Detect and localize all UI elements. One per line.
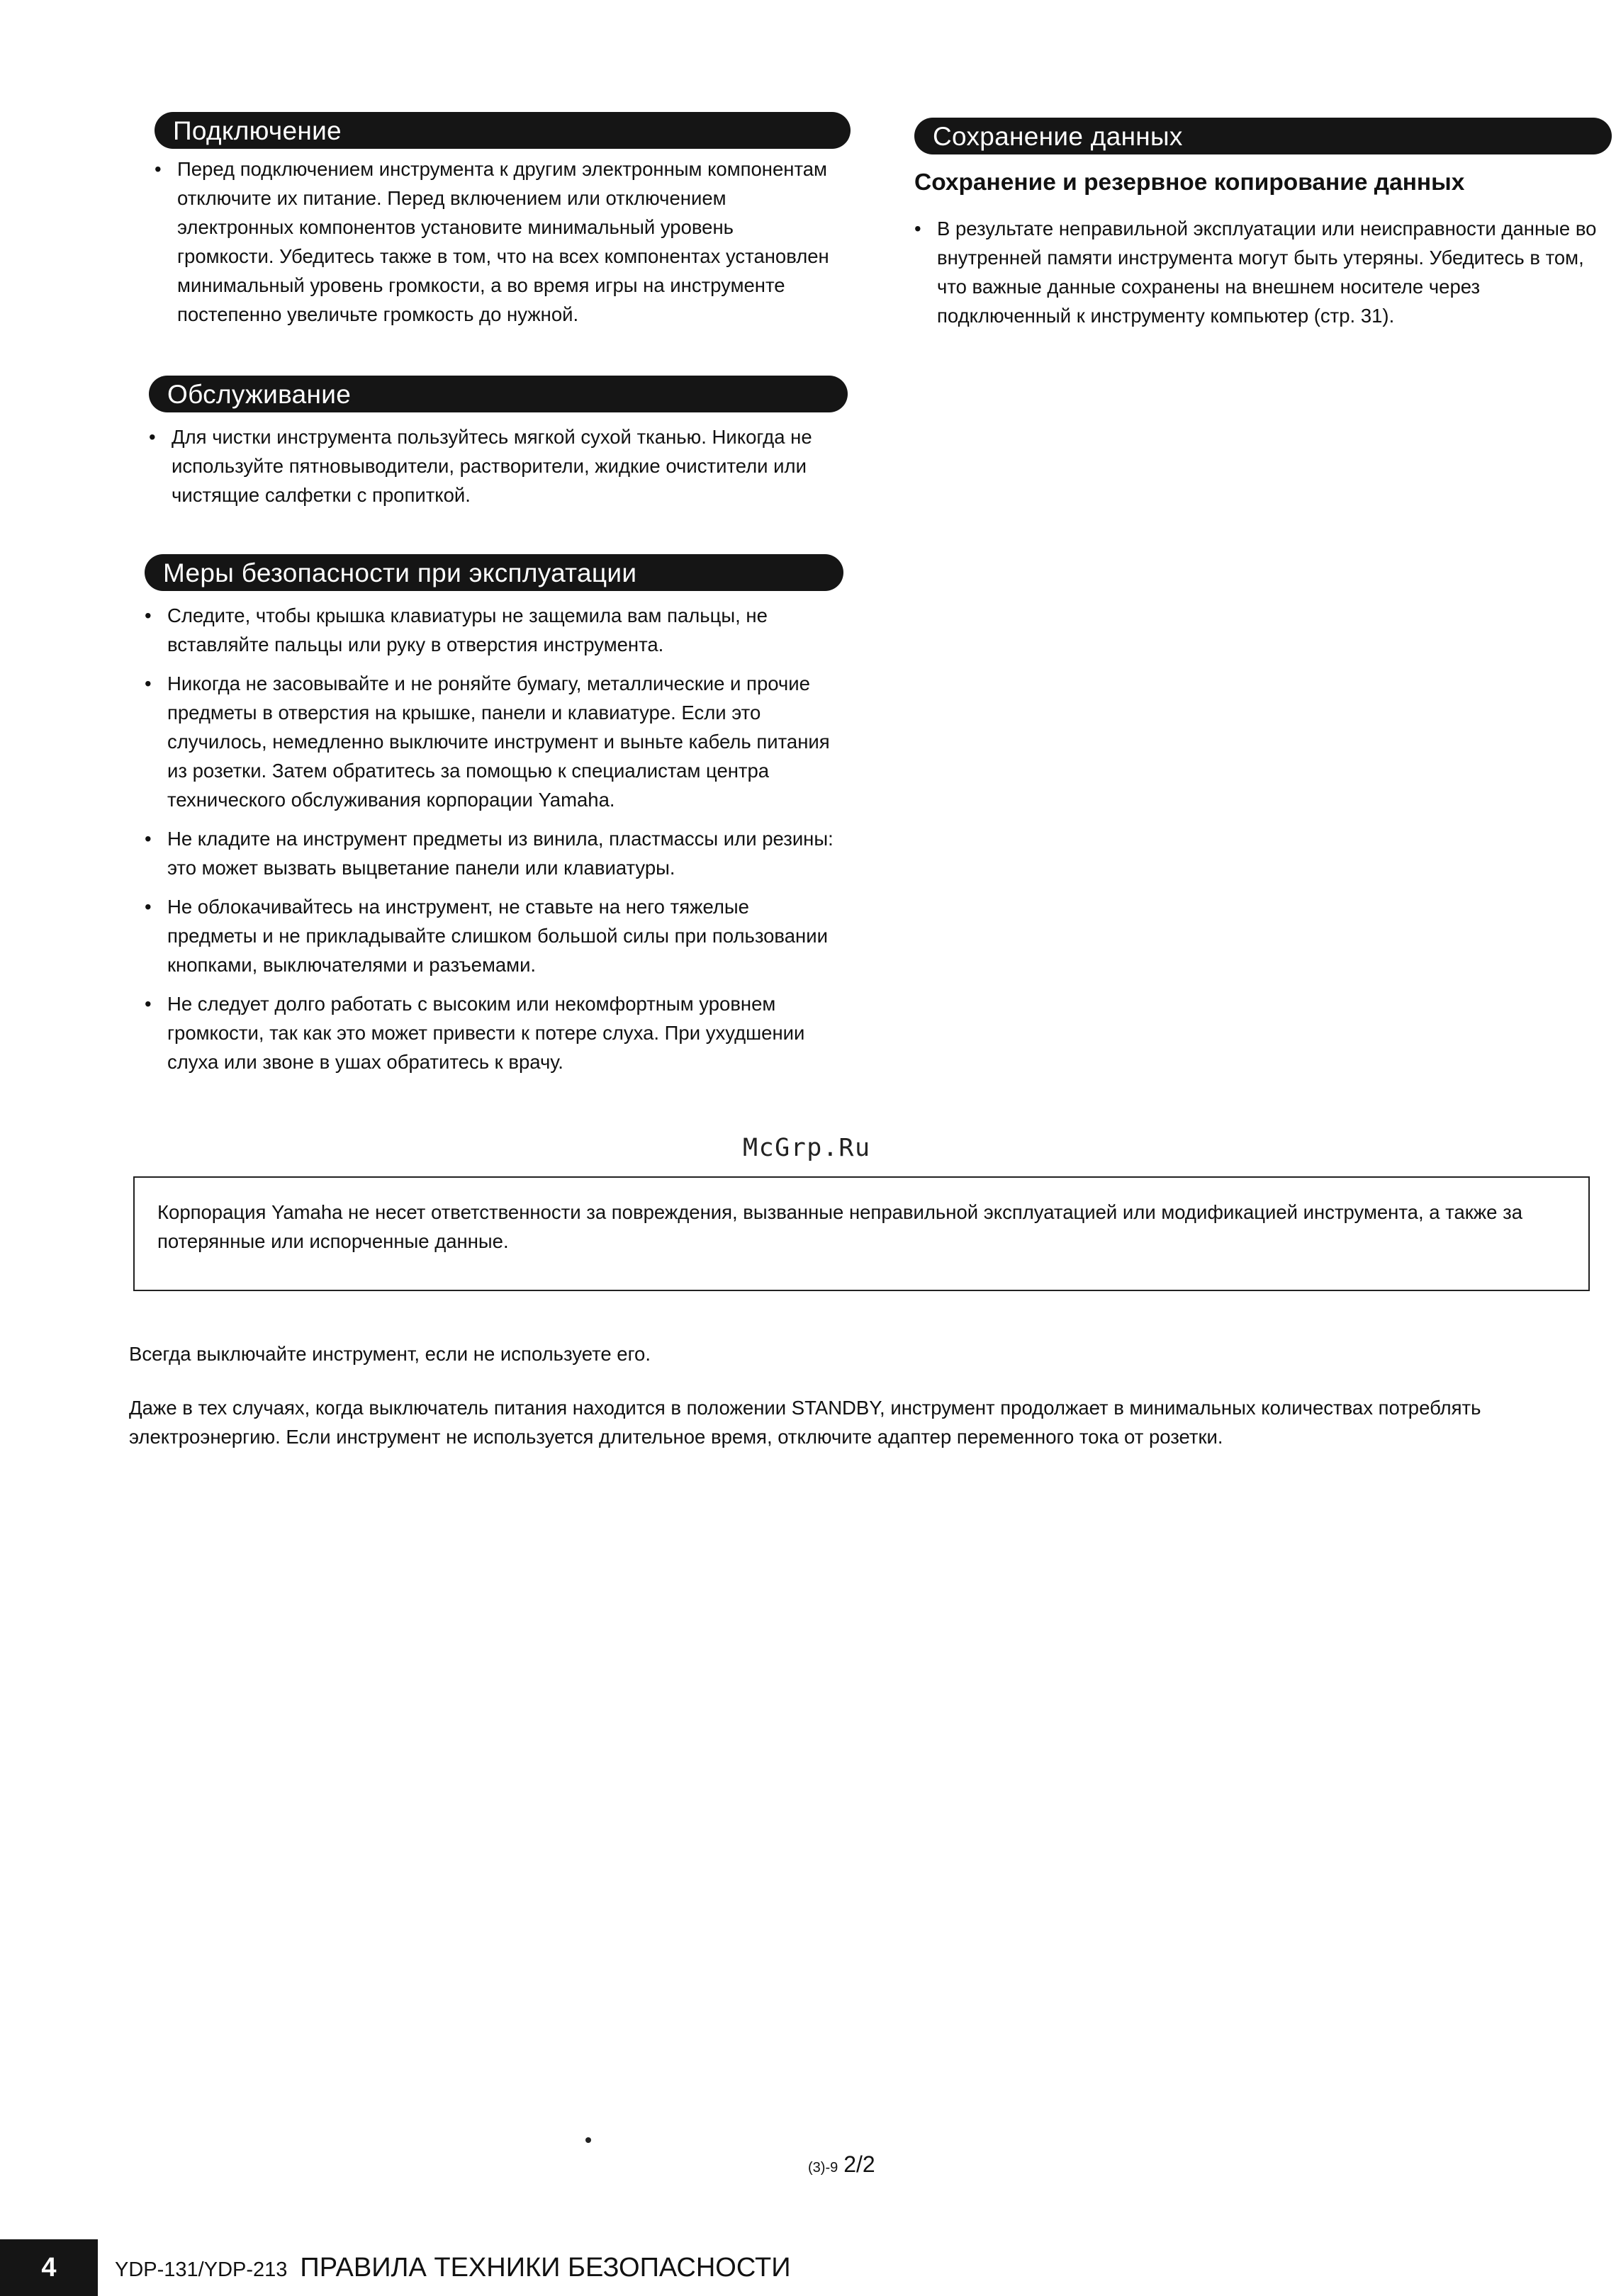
list-item (145, 824, 836, 882)
bullet-icon: • (149, 426, 156, 448)
list-item-text: Никогда не засовывайте и не роняйте бумагу, металлические и прочие предметы в отверстия на крышке, панели и клавиатуре. Если это случилось, немедленно выключите инструмент и выньте кабель питания из розетки. Затем обратитесь за помощью к специалистам центра технического обслуживания корпорации Yamaha. (167, 673, 830, 811)
list-item-text: Не облокачивайтесь на инструмент, не ставьте на него тяжелые предметы и не прикладывайте слишком большой силы при пользовании кнопками, выключателями и разъемами. (167, 896, 828, 976)
list-item-text: Не следует долго работать с высоким или некомфортным уровнем громкости, так как это может привести к потере слуха. При ухудшении слуха или звоне в ушах обратитесь к врачу. (167, 993, 805, 1073)
list-item (145, 669, 836, 814)
scan-speck (585, 2137, 591, 2143)
footer-section-title: ПРАВИЛА ТЕХНИКИ БЕЗОПАСНОСТИ (300, 2253, 791, 2283)
section-heading-maintenance (149, 376, 848, 412)
list-item (149, 422, 847, 510)
disclaimer-text: Корпорация Yamaha не несет ответственности за повреждения, вызванные неправильной эксплуатацией или модификацией инструмента, а также за потерянные или испорченные данные. (157, 1201, 1523, 1252)
data-saving-list (914, 214, 1602, 340)
safety-list (145, 601, 836, 1086)
disclaimer-box (133, 1176, 1590, 1291)
bullet-icon: • (155, 158, 162, 180)
list-item-text: Для чистки инструмента пользуйтесь мягкой сухой тканью. Никогда не используйте пятновыводители, растворители, жидкие очистители или чистящие салфетки с пропиткой. (172, 426, 812, 506)
list-item (914, 214, 1602, 330)
footer-title (115, 2248, 791, 2290)
bullet-icon: • (145, 604, 152, 626)
section-heading-safety-text: Меры безопасности при эксплуатации (163, 558, 637, 587)
list-item (155, 154, 835, 329)
maintenance-list (149, 422, 847, 519)
list-item (145, 892, 836, 979)
section-heading-data-saving-text: Сохранение данных (933, 122, 1183, 151)
bullet-icon: • (145, 828, 152, 850)
list-item (145, 601, 836, 659)
bullet-icon: • (145, 673, 152, 694)
section-subtitle-data-backup: Сохранение и резервное копирование данных (914, 169, 1465, 196)
section-heading-connection-text: Подключение (173, 116, 342, 145)
list-item-text: В результате неправильной эксплуатации или неисправности данные во внутренней памяти инструмента могут быть утеряны. Убедитесь в том, что важные данные сохранены на внешнем носителе через подключенный к инструменту компьютер (стр. 31). (937, 218, 1597, 327)
section-heading-connection (155, 112, 851, 149)
connection-list (155, 154, 835, 339)
power-off-paragraph: Всегда выключайте инструмент, если не используете его. (129, 1343, 651, 1365)
list-item-text: Перед подключением инструмента к другим электронным компонентам отключите их питание. Перед включением или отключением электронных компонентов установите минимальный уровень громкости. Убедитесь также в том, что на всех компонентах установлен минимальный уровень громкости, а во время игры на инструменте постепенно увеличьте громкость до нужной. (177, 158, 829, 325)
footer-model: YDP-131/YDP-213 (115, 2258, 288, 2281)
section-heading-safety (145, 554, 843, 591)
page-code-small: (3)-9 (808, 2160, 838, 2176)
bullet-icon: • (145, 993, 152, 1015)
list-item-text: Следите, чтобы крышка клавиатуры не защемила вам пальцы, не вставляйте пальцы или руку в отверстия инструмента. (167, 604, 768, 655)
standby-paragraph: Даже в тех случаях, когда выключатель питания находится в положении STANDBY, инструмент продолжает в минимальных количествах потреблять электроэнергию. Если инструмент не используется длительное время, отключите адаптер переменного тока от розетки. (129, 1397, 1481, 1448)
page-code-large: 2/2 (843, 2151, 875, 2177)
page-number: 4 (0, 2239, 98, 2296)
list-item (145, 989, 836, 1076)
section-heading-data-saving (914, 118, 1612, 154)
bullet-icon: • (145, 896, 152, 918)
page-code (808, 2151, 875, 2178)
watermark: McGrp.Ru (743, 1134, 871, 1162)
bullet-icon: • (914, 218, 921, 240)
section-heading-maintenance-text: Обслуживание (167, 380, 352, 409)
list-item-text: Не кладите на инструмент предметы из винила, пластмассы или резины: это может вызвать выцветание панели или клавиатуры. (167, 828, 834, 879)
